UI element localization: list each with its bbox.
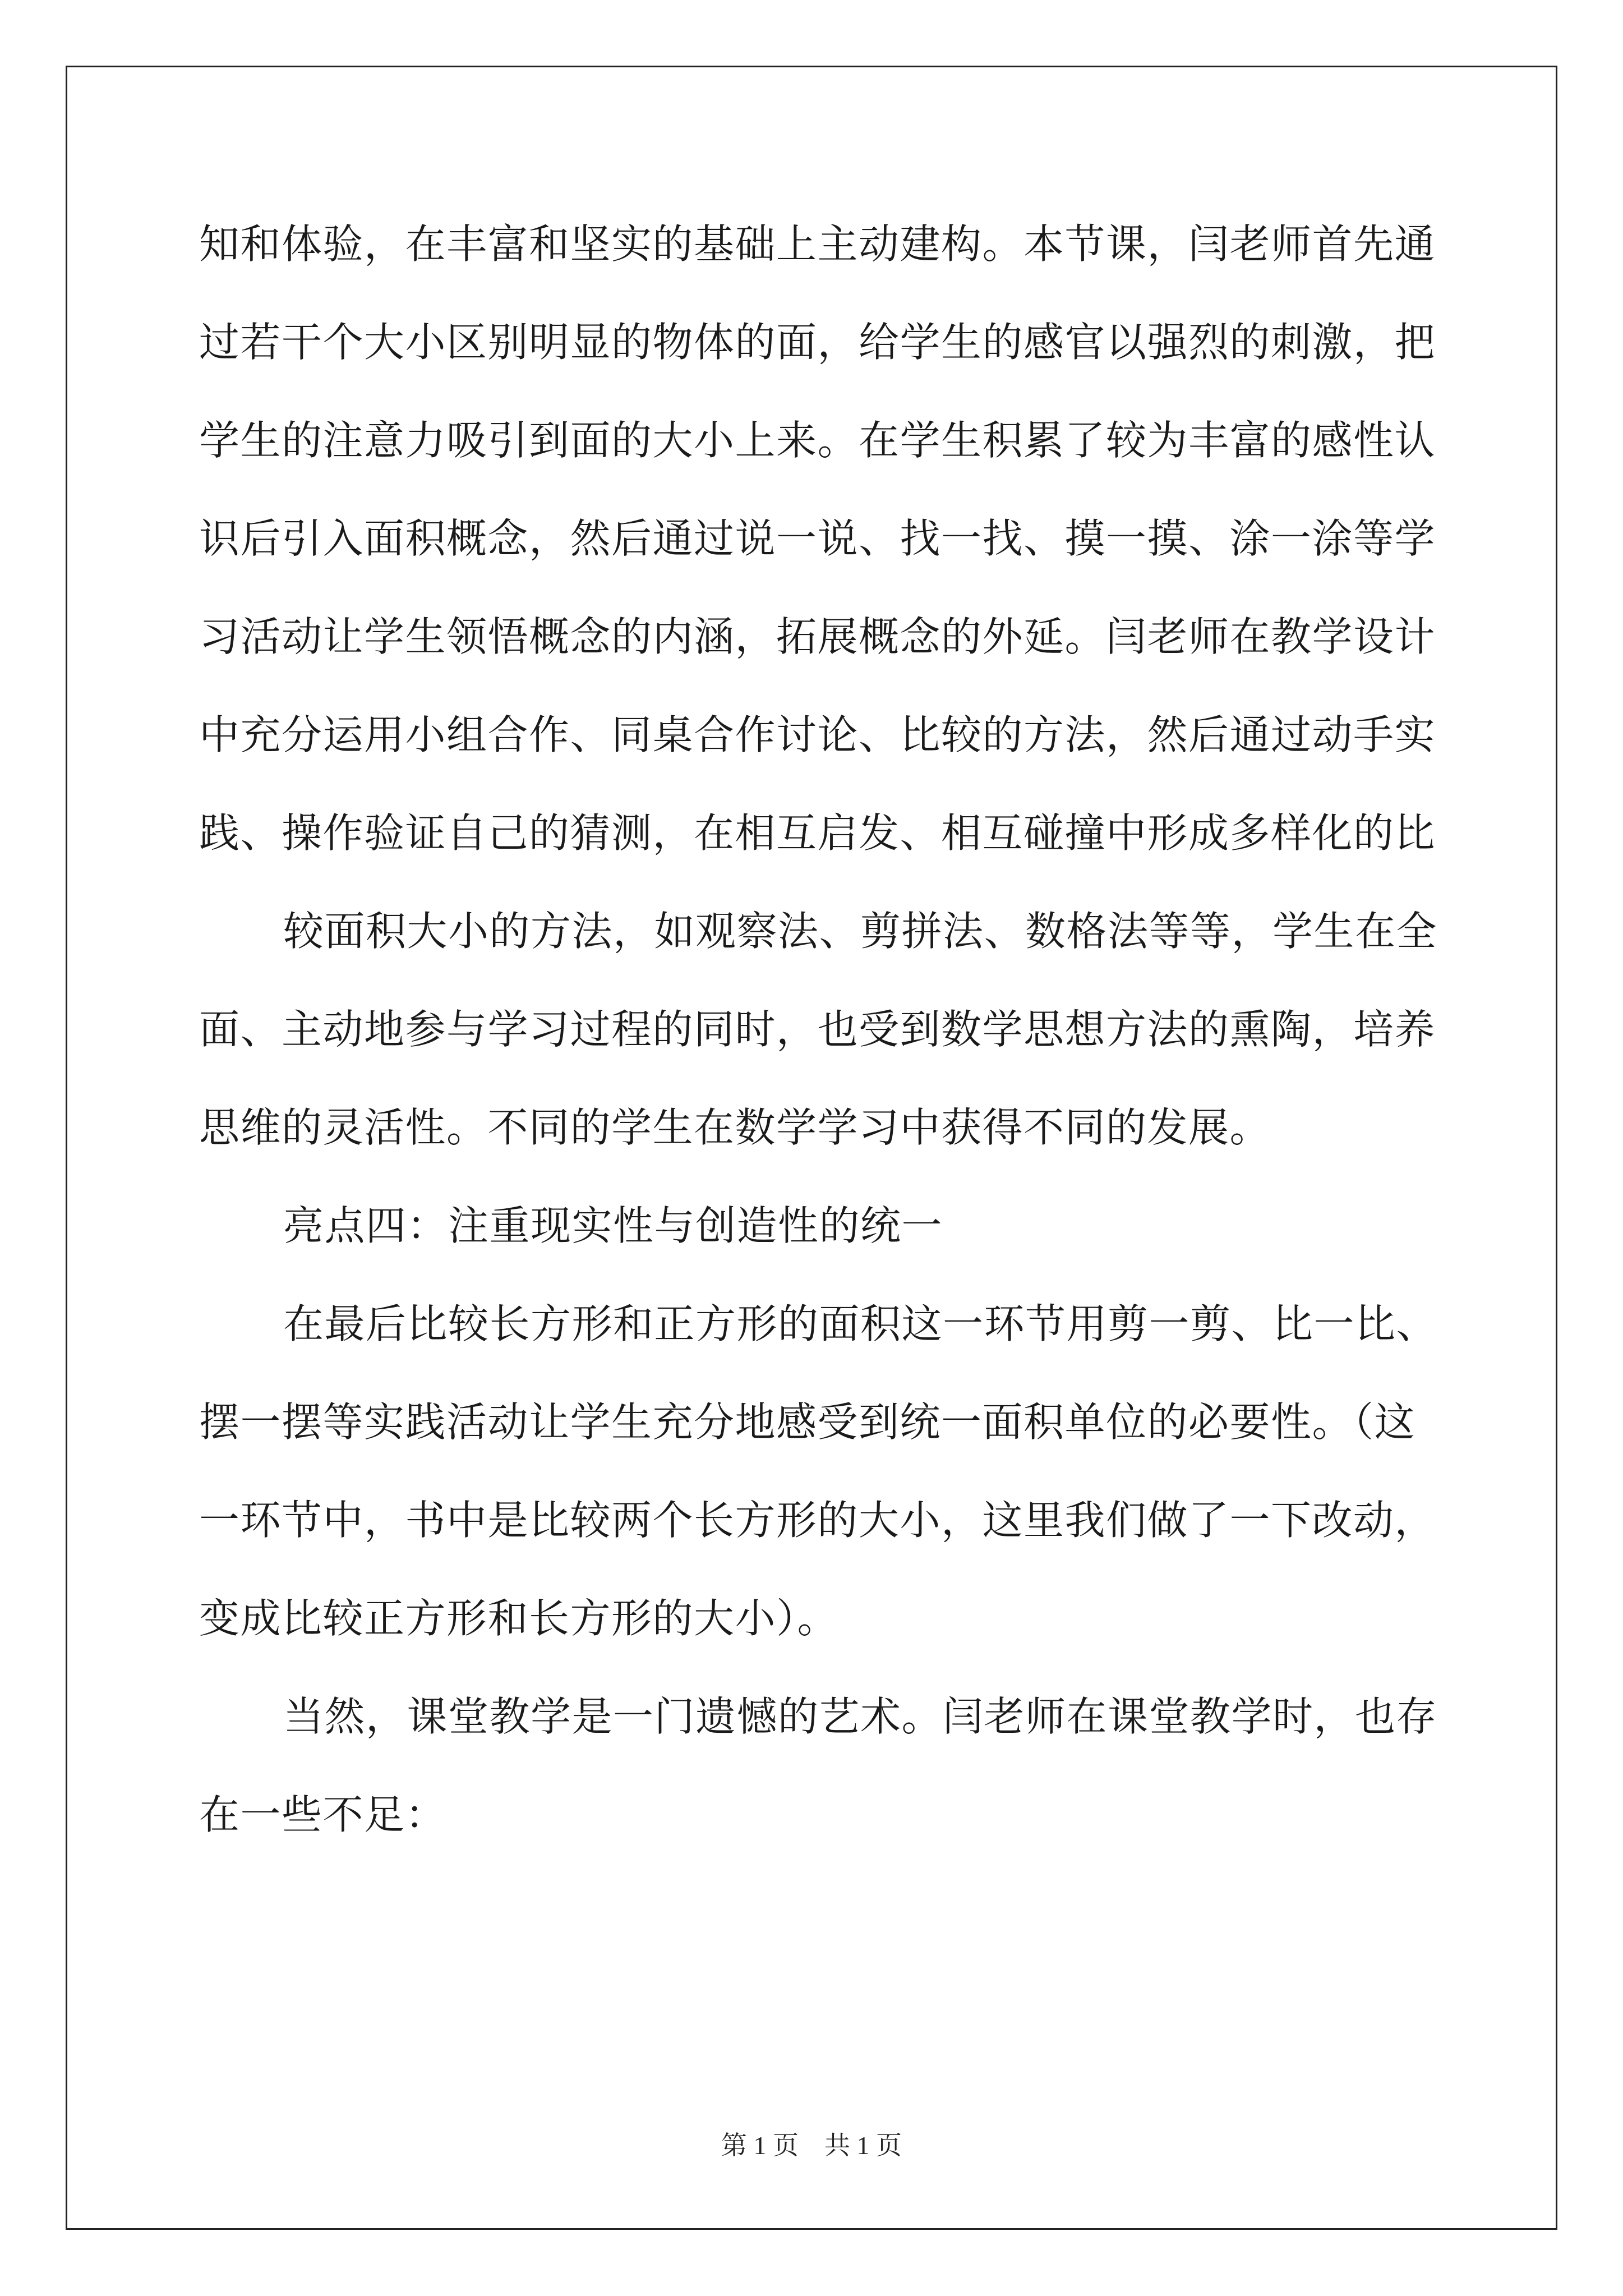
- text-line: 摆一摆等实践活动让学生充分地感受到统一面积单位的必要性。（这: [199, 1398, 1416, 1446]
- text-line: 一环节中，书中是比较两个长方形的大小，这里我们做了一下改动，: [199, 1497, 1436, 1544]
- text-line: 习活动让学生领悟概念的内涵，拓展概念的外延。闫老师在教学设计: [199, 613, 1436, 660]
- text-line: 中充分运用小组合作、同桌合作讨论、比较的方法，然后通过动手实: [199, 711, 1436, 758]
- section-heading: 亮点四：注重现实性与创造性的统一: [283, 1202, 943, 1249]
- text-line: 识后引入面积概念，然后通过说一说、找一找、摸一摸、涂一涂等学: [199, 515, 1436, 562]
- text-line: 当然，课堂教学是一门遗憾的艺术。闫老师在课堂教学时，也存: [283, 1693, 1438, 1740]
- text-line: 在最后比较长方形和正方形的面积这一环节用剪一剪、比一比、: [283, 1300, 1438, 1347]
- page-footer: 第 1 页 共 1 页: [721, 2131, 902, 2160]
- document-body: [199, 216, 1438, 1885]
- text-line: 面、主动地参与学习过程的同时，也受到数学思想方法的熏陶，培养: [199, 1006, 1436, 1053]
- text-line: 在一些不足：: [199, 1791, 447, 1838]
- text-line: 思维的灵活性。不同的学生在数学学习中获得不同的发展。: [199, 1104, 1271, 1151]
- text-line: 践、操作验证自己的猜测，在相互启发、相互碰撞中形成多样化的比: [199, 809, 1436, 857]
- text-line: 知和体验，在丰富和坚实的基础上主动建构。本节课，闫老师首先通: [199, 220, 1436, 268]
- text-line: 学生的注意力吸引到面的大小上来。在学生积累了较为丰富的感性认: [199, 417, 1436, 464]
- text-line: 较面积大小的方法，如观察法、剪拼法、数格法等等，学生在全: [283, 908, 1438, 955]
- text-line: 变成比较正方形和长方形的大小）。: [199, 1595, 839, 1642]
- text-line: 过若干个大小区别明显的物体的面，给学生的感官以强烈的刺激，把: [199, 319, 1436, 366]
